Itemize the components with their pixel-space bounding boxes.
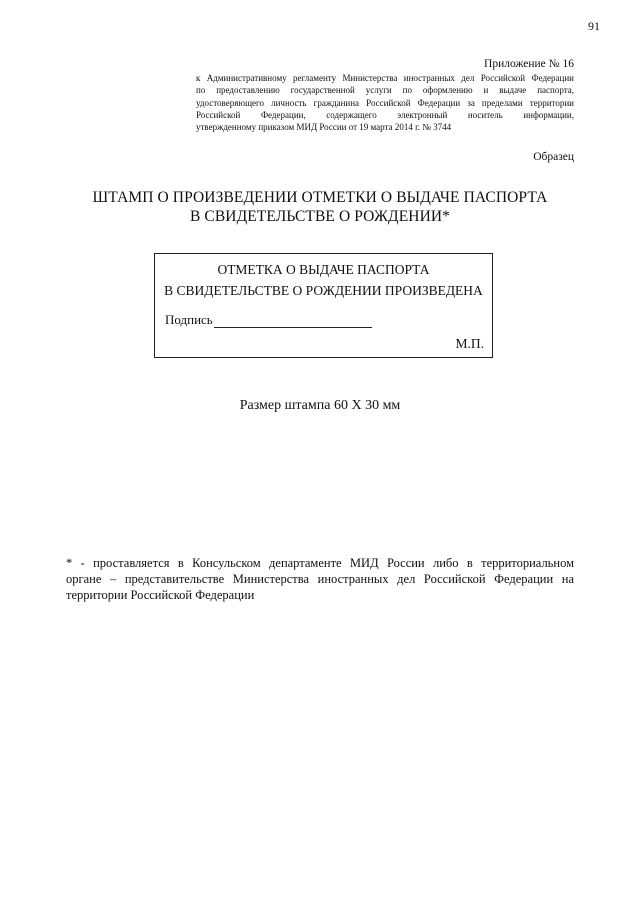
appendix-line: Российской Федерации, содержащего электронный носитель информации,: [196, 109, 574, 120]
footnote: [66, 555, 574, 603]
signature-row: [165, 312, 372, 328]
footnote-line: * - проставляется в Консульском департаменте МИД России либо в территориальном: [66, 556, 574, 570]
seal-label: М.П.: [455, 336, 484, 351]
document-title-line1: ШТАМП О ПРОИЗВЕДЕНИИ ОТМЕТКИ О ВЫДАЧЕ ПАСПОРТА: [92, 189, 548, 206]
appendix-line: удостоверяющего личность гражданина Российской Федерации за пределами территории: [196, 97, 574, 108]
appendix-reference: [196, 72, 574, 133]
document-title-line2: В СВИДЕТЕЛЬСТВЕ О РОЖДЕНИИ*: [189, 208, 451, 225]
appendix-line: к Административному регламенту Министерства иностранных дел Российской Федерации: [196, 73, 574, 83]
appendix-line: утвержденному приказом МИД России от 19 марта 2014 г. № 3744: [196, 122, 452, 133]
document-title: [60, 188, 580, 226]
stamp-line1: ОТМЕТКА О ВЫДАЧЕ ПАСПОРТА: [217, 262, 430, 277]
page-number: 91: [588, 19, 600, 33]
appendix-title: Приложение № 16: [484, 58, 574, 70]
signature-line: [214, 314, 372, 328]
signature-label: Подпись: [165, 312, 213, 327]
footnote-line: территории Российской Федерации: [66, 588, 255, 602]
stamp-sample-box: [154, 253, 493, 358]
footnote-line: органе – представительстве Министерства иностранных дел Российской Федерации на: [66, 572, 574, 586]
sample-label: Образец: [533, 151, 574, 163]
appendix-line: по предоставлению государственной услуги по оформлению и выдаче паспорта,: [196, 85, 574, 96]
stamp-size-note: Размер штампа 60 Х 30 мм: [239, 398, 401, 413]
stamp-line2: В СВИДЕТЕЛЬСТВЕ О РОЖДЕНИИ ПРОИЗВЕДЕНА: [164, 283, 483, 298]
